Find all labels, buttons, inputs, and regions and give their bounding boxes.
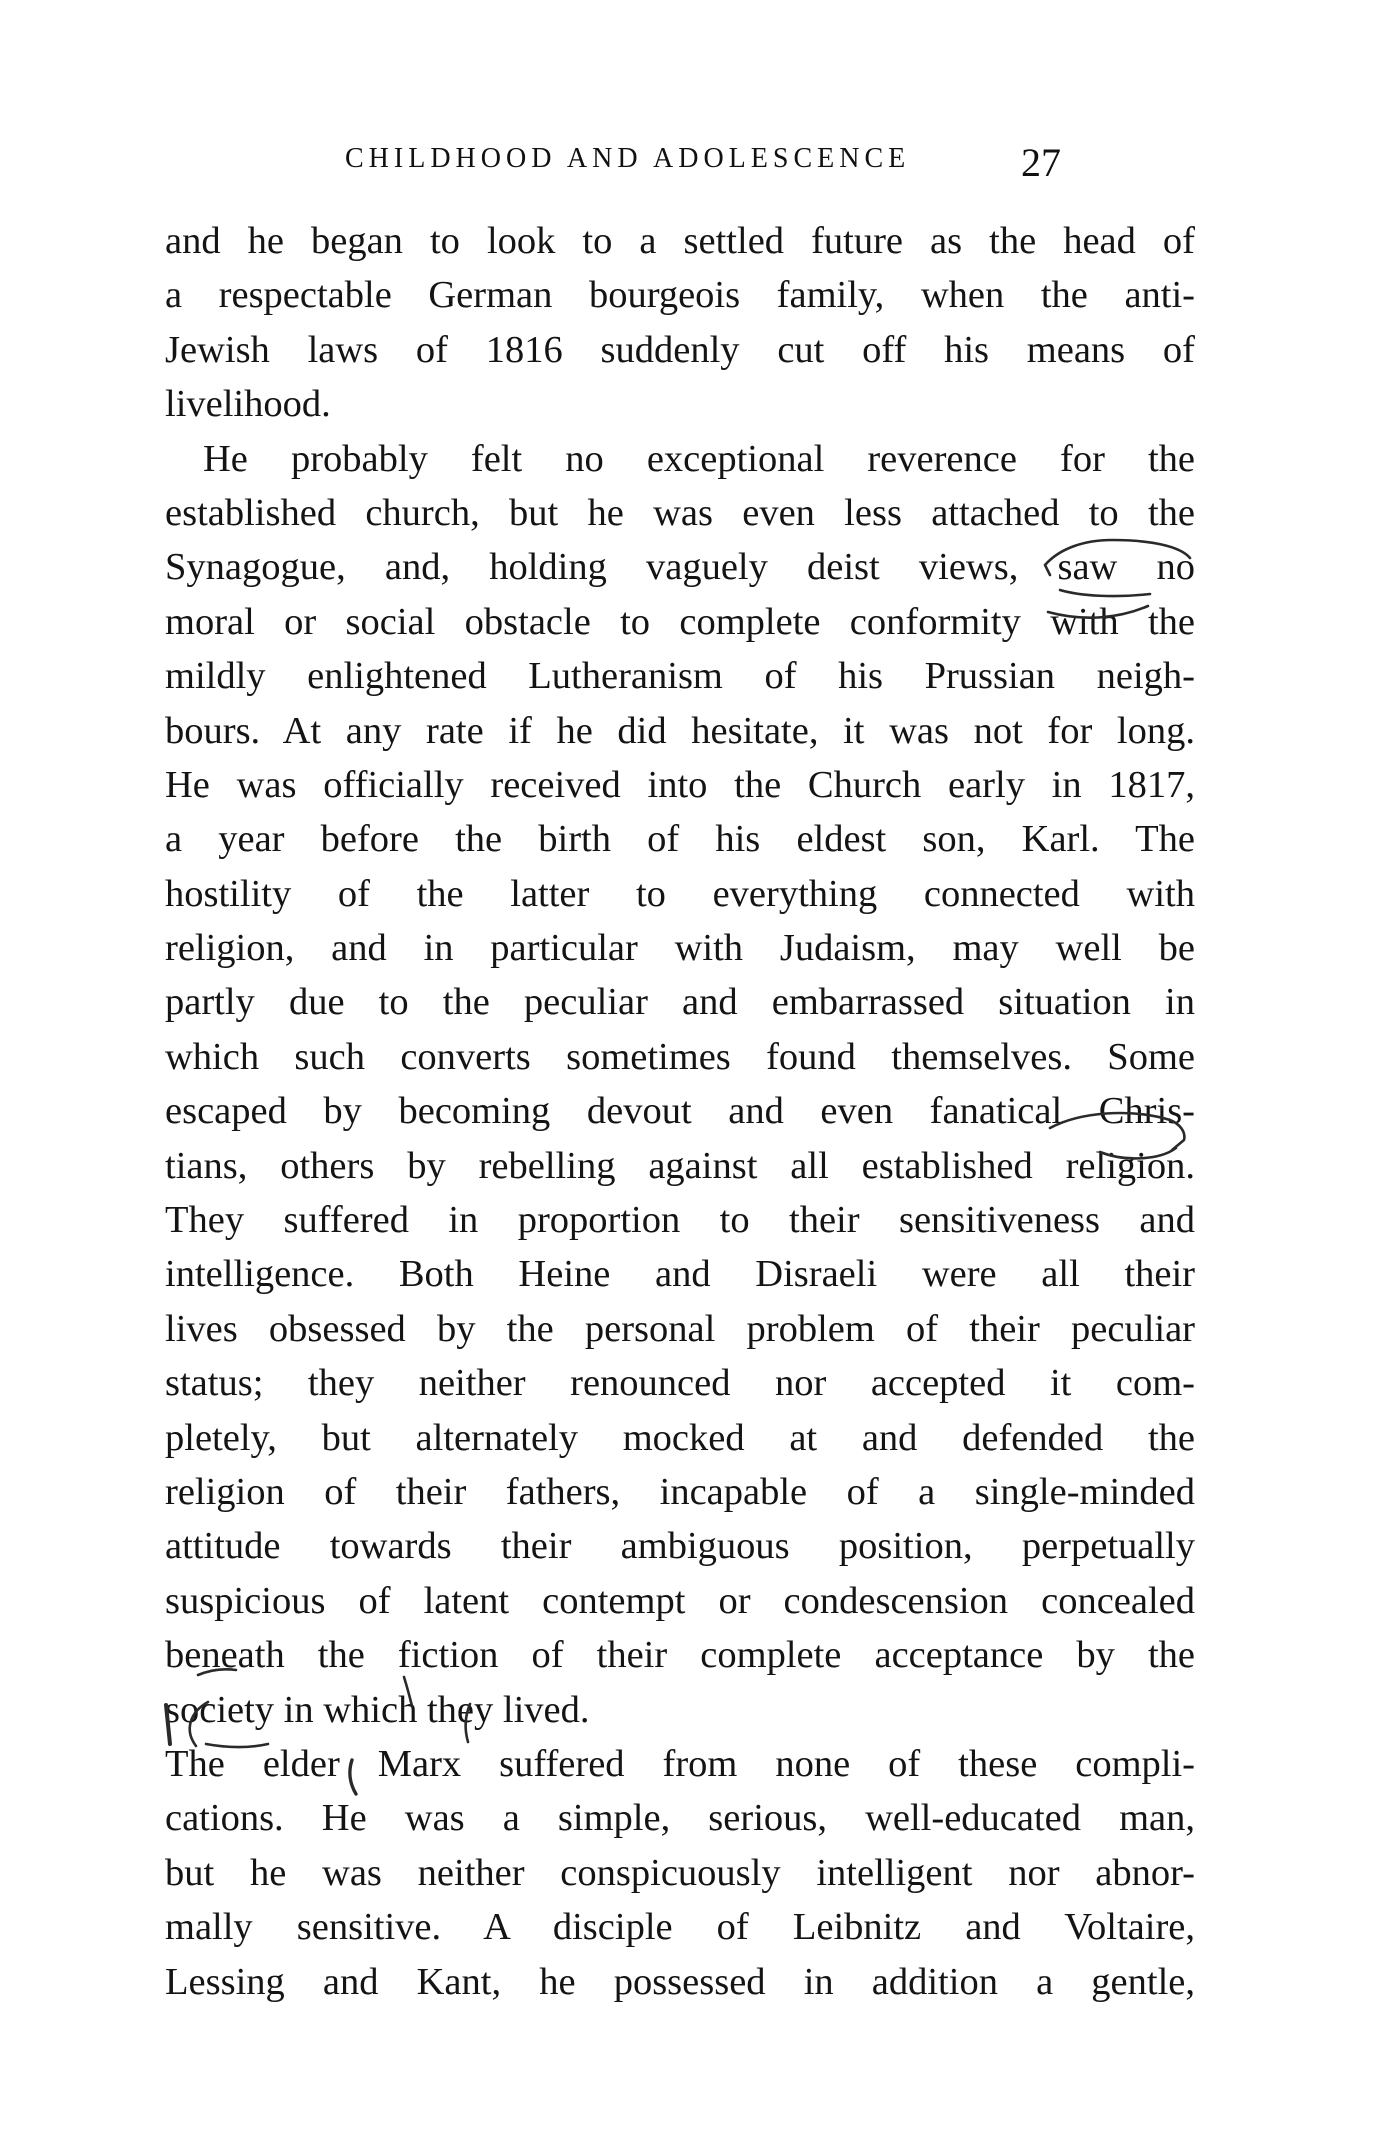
text-line: attitude towards their ambiguous position, perpetually — [165, 1525, 1195, 1568]
text-line: partly due to the peculiar and embarrassed situation in — [165, 981, 1195, 1024]
text-line: mildly enlightened Lutheranism of his Prussian neigh- — [165, 655, 1195, 698]
text-line: pletely, but alternately mocked at and defended the — [165, 1416, 1195, 1459]
text-line: status; they neither renounced nor accepted it com- — [165, 1362, 1195, 1405]
text-line: beneath the fiction of their complete acceptance by the — [165, 1634, 1195, 1677]
text-line: They suffered in proportion to their sensitiveness and — [165, 1199, 1195, 1242]
text-line: bours. At any rate if he did hesitate, it was not for long. — [165, 709, 1195, 752]
text-line: a respectable German bourgeois family, when the anti- — [165, 274, 1195, 317]
text-line: Lessing and Kant, he possessed in addition a gentle, — [165, 1960, 1195, 2003]
text-line: livelihood. — [165, 383, 331, 426]
text-line: and he began to look to a settled future as the head of — [165, 220, 1195, 262]
running-head — [345, 140, 1061, 185]
text-line: suspicious of latent contempt or condescension concealed — [165, 1579, 1195, 1622]
body-text — [165, 214, 1195, 2009]
text-line: which such converts sometimes found themselves. Some — [165, 1035, 1195, 1078]
text-line: He probably felt no exceptional reverence for the — [203, 437, 1195, 480]
text-line: lives obsessed by the personal problem of their peculiar — [165, 1307, 1195, 1350]
text-line: a year before the birth of his eldest son, Karl. The — [165, 818, 1195, 861]
page-number: 27 — [1021, 140, 1061, 185]
text-line: religion, and in particular with Judaism, may well be — [165, 927, 1195, 970]
text-line: moral or social obstacle to complete conformity with the — [165, 600, 1195, 643]
text-line: Synagogue, and, holding vaguely deist views, saw no — [165, 546, 1195, 589]
text-line: The elder Marx suffered from none of these compli- — [165, 1742, 1195, 1785]
text-line: hostility of the latter to everything connected with — [165, 872, 1195, 915]
text-line: but he was neither conspicuously intelligent nor abnor- — [165, 1851, 1195, 1894]
text-line: intelligence. Both Heine and Disraeli were all their — [165, 1253, 1195, 1296]
running-title: CHILDHOOD AND ADOLESCENCE — [345, 143, 911, 174]
text-line: cations. He was a simple, serious, well-educated man, — [165, 1797, 1195, 1840]
text-line: mally sensitive. A disciple of Leibnitz and Voltaire, — [165, 1906, 1195, 1949]
text-line: Jewish laws of 1816 suddenly cut off his means of — [165, 328, 1195, 371]
text-line: religion of their fathers, incapable of a single-minded — [165, 1470, 1195, 1513]
text-line: tians, others by rebelling against all established religion. — [165, 1144, 1195, 1187]
text-line: established church, but he was even less attached to the — [165, 491, 1195, 534]
text-line: society in which they lived. — [165, 1688, 590, 1731]
text-line: escaped by becoming devout and even fanatical Chris- — [165, 1090, 1195, 1133]
text-line: He was officially received into the Church early in 1817, — [165, 763, 1195, 806]
